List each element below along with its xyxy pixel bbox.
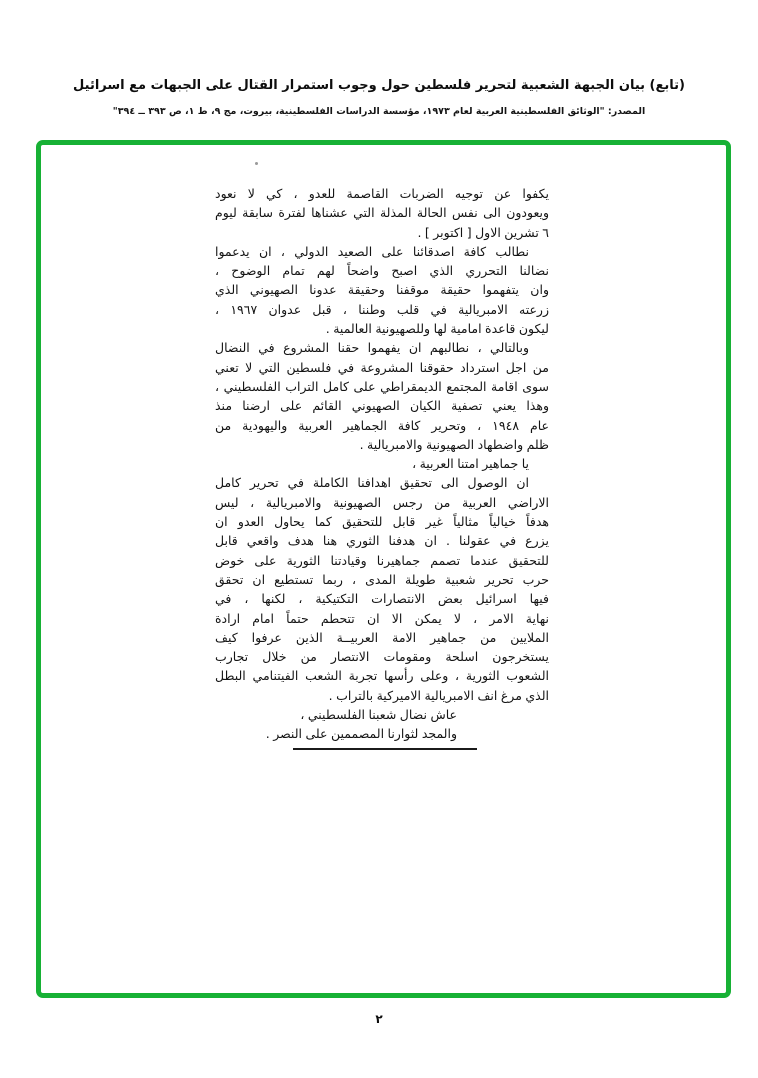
text-line: نهاية الامر ، لا يمكن الا ان تتحطم حتماً امام ارادة <box>215 610 549 626</box>
text-line: عام ١٩٤٨ ، وتحرير كافة الجماهير العربية واليهودية من <box>215 417 549 433</box>
text-line: يا جماهير امتنا العربية ، <box>412 456 529 472</box>
text-line: وان يتفهموا حقيقة موقفنا وحقيقة عدونا الصهيوني الذي <box>215 282 549 298</box>
text-line: الشعوب الثورية ، وعلى رأسها تجربة الشعب الفيتنامي البطل <box>215 668 549 684</box>
document-title: (تابع) بيان الجبهة الشعبية لتحرير فلسطين حول وجوب استمرار القتال على الجبهات مع اسرائيل <box>73 78 685 93</box>
section-divider-rule <box>293 748 477 750</box>
text-line: وبالتالي ، نطالبهم ان يفهموا حقنا المشروع في النضال <box>215 340 529 356</box>
scan-speck <box>255 162 258 165</box>
text-line: ويعودون الى نفس الحالة المذلة التي عشناها لفترة سابقة ليوم <box>215 205 549 221</box>
text-line: عاش نضال شعبنا الفلسطيني ، <box>300 707 457 723</box>
text-line: نضالنا التحرري الذي اصبح واضحاً لهم تمام الوضوح ، <box>215 263 549 279</box>
text-line: يكفوا عن توجيه الضربات القاصمة للعدو ، كي لا نعود <box>215 186 549 201</box>
document-text <box>215 184 549 744</box>
page-number: ٢ <box>375 1012 383 1026</box>
text-line: ليكون قاعدة امامية لها وللصهيونية العالمية . <box>325 321 549 337</box>
text-line: زرعته الامبريالية في قلب وطننا ، قبل عدوان ١٩٦٧ ، <box>215 301 549 317</box>
text-line: ظلم واضطهاد الصهيونية والامبريالية . <box>359 436 549 452</box>
text-line: من اجل استرداد حقوقنا المشروعة في فلسطين التي لا تعني <box>215 359 549 375</box>
text-line: سوى اقامة المجتمع الديمقراطي على كامل التراب الفلسطيني ، <box>215 378 549 394</box>
text-line: يزرع في عقولنا . ان هدفنا الثوري هنا هدف واقعي قابل <box>215 533 549 549</box>
text-line: والمجد لثوارنا المصممين على النصر . <box>265 726 457 742</box>
text-line: نطالب كافة اصدقائنا على الصعيد الدولي ، ان يدعموا <box>215 243 529 259</box>
text-line: الذي مرغ انف الامبريالية الاميركية بالتراب . <box>328 687 549 703</box>
text-line: فيها اسرائيل بعض الانتصارات التكتيكية ، لكنها ، في <box>215 591 549 607</box>
source-citation: المصدر: "الوثائق الفلسطينية العربية لعام ١٩٧٣، مؤسسة الدراسات الفلسطينية، بيروت، مج ٩، ط ١، ص ٣٩٣ ــ ٣٩٤" <box>112 106 646 117</box>
text-line: حرب تحرير شعبية طويلة المدى ، ربما تستطيع ان تحقق <box>215 571 549 587</box>
text-line: الملايين من جماهير الامة العربيــة الذين عرفوا كيف <box>215 629 549 645</box>
text-line: ان الوصول الى تحقيق اهدافنا الكاملة في تحرير كامل <box>215 475 529 491</box>
text-line: ٦ تشرين الاول [ اكتوبر ] . <box>417 224 549 240</box>
text-line: الاراضي العربية من رجس الصهيونية والامبريالية ، ليس <box>215 494 549 510</box>
text-line: وهذا يعني تصفية الكيان الصهيوني القائم على ارضنا منذ <box>215 398 549 414</box>
text-line: يستخرجون اسلحة ومقومات الانتصار من خلال تجارب <box>215 649 549 665</box>
text-line: للتحقيق عندما تصمم جماهيرنا وقيادتنا الثورية على خوض <box>215 552 549 568</box>
text-line: هدفاً خيالياً مثالياً غير قابل للتحقيق كما يحاول العدو ان <box>215 514 549 530</box>
